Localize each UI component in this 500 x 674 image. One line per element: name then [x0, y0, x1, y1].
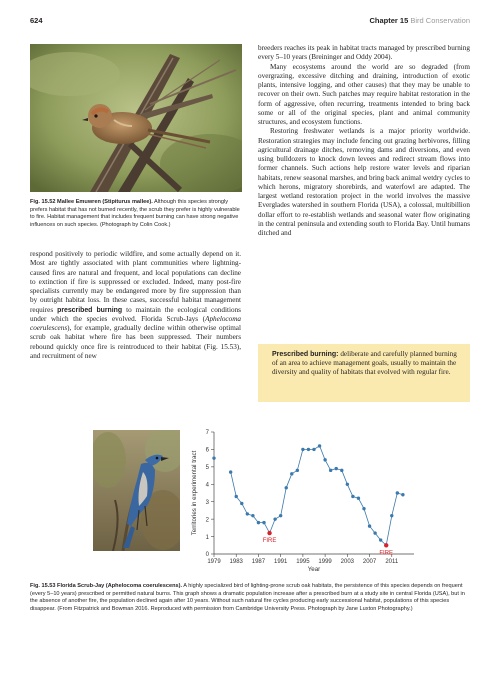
data-point: [379, 538, 382, 541]
x-tick-label: 1991: [273, 559, 288, 565]
data-point: [235, 495, 238, 498]
data-point: [340, 469, 343, 472]
definition-box: [258, 344, 470, 402]
data-point: [279, 514, 282, 517]
y-tick-label: 3: [205, 499, 209, 506]
definition-text: deliberate and carefully planned burning of an area to achieve management goals, usually to maintain the diversity and quality of habitats that evolved with regular fire.: [272, 350, 457, 377]
data-point: [346, 483, 349, 486]
y-tick-label: 5: [205, 465, 209, 472]
left-paragraph-1-start: respond positively to periodic wildfire, and some actually depend on it. Most are tightly associated with plant communities where lightning-caused fires are natural and frequent, and local populations can decline to extinction if fire is suppressed or excluded. Indeed, many post-fire specialists currently may be endangered more by fire suppression than by outright habitat loss. In these cases, successful habitat management requires: [30, 250, 241, 314]
mallee-emuwren-photo: [30, 44, 242, 192]
data-point: [401, 493, 404, 496]
right-paragraph-3: Restoring freshwater wetlands is a major priority worldwide. Restoration strategies may include fencing out grazing herbivores, filling agricultural drainage ditches, removing dams and diversions, and even using bulldozers to knock down levees and redirect stream flows into former channels. Such actions help restore water levels and riparian habitats, renew seasonal marshes, and bring back animal wetdry cycles to which herons, migratory shorebirds, and waterfowl are adapted. The largest wetland restoration project in the world involves the massive Everglades watershed in southern Florida (USA), a colossal, multibillion dollar effort to re-establish wetlands and seasonal water flow originating in the central peninsula and extending south to Florida Bay. Until humans ditched and: [258, 127, 470, 237]
data-point: [229, 470, 232, 473]
left-paragraph-1: [30, 250, 241, 361]
right-paragraph-2: Many ecosystems around the world are so degraded (from overgrazing, excessive ditching and draining, introduction of exotic plants, intensive logging, and other causes) that they may be unable to recover on their own. Such patches may require habitat restoration in the form of aggressive, often recurring, treatments intended to bring back some or all of the original species, plant and animal community structures, and ecosystem functions.: [258, 62, 470, 126]
florida-scrub-jay-illustration: [93, 430, 180, 551]
fire-marker: [384, 543, 388, 547]
left-column-text: [30, 250, 241, 361]
mallee-emuwren-illustration: [30, 44, 242, 192]
data-point: [301, 448, 304, 451]
data-point: [257, 521, 260, 524]
fire-label: FIRE: [262, 538, 277, 545]
species-name: Aphelocoma coerulescens: [30, 314, 241, 332]
figure-15-53-caption: [30, 583, 470, 613]
figure-15-53-caption-text: A highly specialized bird of lighting-prone scrub oak habitats, the persistence of this species depends on frequent (every 5–10 years) prescribed or permitted natural burns. This graph shows a dramatic population increase after a prescribed burn at a study site in central Florida (USA), but in the absence of another fire, the population declined again after 10 years. Without such natural fire cycles producing early successional habitat, populations of this species disappear. (From Fitzpatrick and Bowman 2016. Reproduced with permission from Cambridge University Press. Photograph by Jane Luxton Photography.): [30, 583, 465, 612]
data-point: [307, 448, 310, 451]
y-axis-label: Territories in experimental tract: [191, 450, 198, 536]
x-tick-label: 1995: [296, 559, 310, 565]
left-paragraph-1-mid: to maintain the ecological conditions under which the species evolved. Florida Scrub-Jays (: [30, 305, 241, 323]
data-point: [396, 491, 399, 494]
data-point: [285, 486, 288, 489]
x-tick-label: 2011: [385, 559, 399, 565]
x-tick-label: 1979: [207, 559, 221, 565]
figure-15-52-caption-lead: Fig. 15.52 Mallee Emuwren (Stipiturus mallee).: [30, 199, 153, 205]
y-tick-label: 4: [205, 482, 209, 489]
data-point: [362, 507, 365, 510]
figure-15-53-caption-lead: Fig. 15.53 Florida Scrub-Jay (Aphelocoma coerulescens).: [30, 583, 183, 589]
chapter-heading: [370, 16, 470, 25]
data-point: [312, 448, 315, 451]
x-tick-label: 2003: [340, 559, 355, 565]
data-point: [390, 514, 393, 517]
data-point: [368, 524, 371, 527]
right-column-text: [258, 44, 470, 238]
page-number: 624: [30, 16, 43, 25]
x-tick-label: 1987: [251, 559, 266, 565]
x-tick-label: 1983: [229, 559, 243, 565]
florida-scrub-jay-photo: [93, 430, 180, 551]
scrub-jay-territory-chart: [184, 424, 424, 574]
data-point: [246, 512, 249, 515]
x-tick-label: 2007: [362, 559, 377, 565]
data-point: [323, 458, 326, 461]
figure-15-52-caption: [30, 199, 242, 229]
data-point: [373, 531, 376, 534]
fire-marker: [267, 531, 271, 535]
data-point: [290, 472, 293, 475]
data-point: [351, 495, 354, 498]
definition-term: Prescribed burning:: [272, 351, 339, 358]
y-tick-label: 7: [205, 430, 209, 437]
series-line: [231, 446, 403, 545]
right-paragraph-1: breeders reaches its peak in habitat tracts managed by prescribed burning every 5–10 years (Breininger and Oddy 2004).: [258, 44, 470, 62]
data-point: [318, 444, 321, 447]
figure-15-52-caption-text: Although this species strongly prefers habitat that has not burned recently, the scrub they prefer is highly vulnerable to fire. Habitat management that includes frequent burning can have strong negative influences on such species. (Photograph by Colin Cook.): [30, 199, 240, 228]
keyword-prescribed-burning: prescribed burning: [57, 306, 123, 314]
data-point: [329, 469, 332, 472]
data-point: [357, 497, 360, 500]
y-tick-label: 0: [205, 552, 209, 559]
data-point: [262, 521, 265, 524]
y-tick-label: 6: [205, 447, 209, 454]
y-tick-label: 2: [205, 517, 209, 524]
data-point: [212, 456, 215, 459]
data-point: [273, 517, 276, 520]
x-axis-label: Year: [307, 566, 321, 573]
data-point: [251, 514, 254, 517]
y-tick-label: 1: [205, 534, 209, 541]
page-header: [30, 16, 470, 28]
chapter-topic: Bird Conservation: [410, 16, 470, 25]
data-point: [240, 502, 243, 505]
chapter-label: Chapter 15: [369, 16, 409, 25]
fire-label: FIRE: [379, 550, 394, 557]
data-point: [335, 467, 338, 470]
data-point: [296, 469, 299, 472]
x-tick-label: 1999: [318, 559, 332, 565]
left-paragraph-1-end: ), for example, gradually decline within otherwise optimal scrub oak habitat where fire has been suppressed. Their numbers rebound quickly once fire is reintroduced to their habitat (Fig. 15.53), and recruitment of new: [30, 324, 241, 360]
